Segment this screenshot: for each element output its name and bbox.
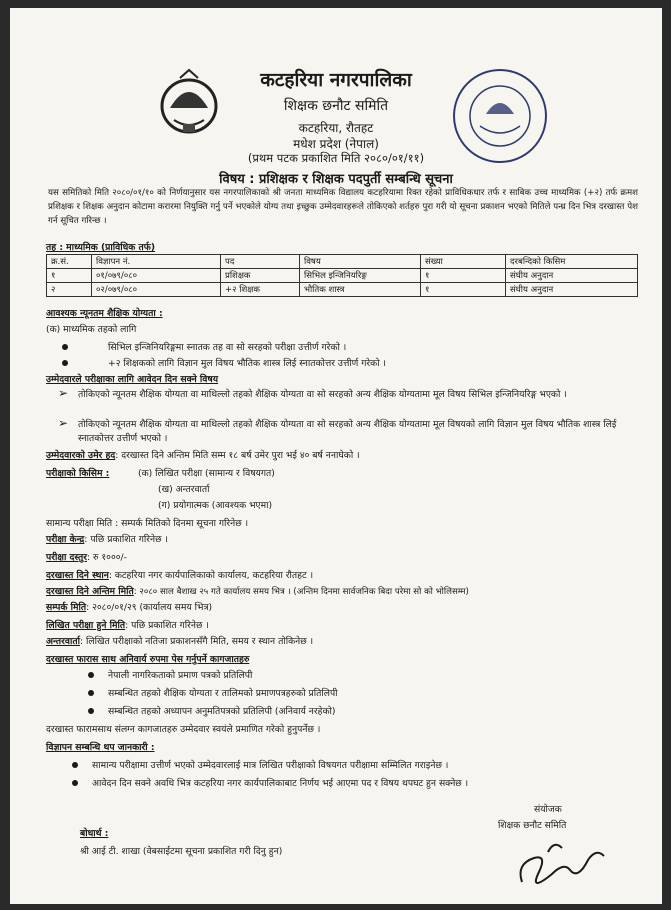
contact-date-line <box>46 600 212 613</box>
cc-text: श्री आई टी. शाखा (वेबसाईटमा सूचना प्रकाशित गरी दिनु हुन) <box>80 846 283 857</box>
bullet-icon <box>88 672 94 678</box>
table-header-row <box>47 255 638 269</box>
documents-note: दरखास्त फारामसाथ संलग्न कागजातहरु उम्मेदवार स्वयंले प्रमाणित गरेको हुनुपर्नेछ । <box>46 724 321 735</box>
contact-date-label: सम्पर्क मिति <box>46 602 87 613</box>
contact-date-text: : २०८०/०१/२९ (कार्यालय समय भित्र) <box>86 602 213 613</box>
table-cell: +२ शिक्षक <box>221 283 300 297</box>
apply-place-text: : कटहरिया नगर कार्यपालिकाको कार्यालय, कटहरिया रौतहट । <box>108 570 314 581</box>
table-row <box>47 283 638 297</box>
exam-type-label: परीक्षाको किसिम : <box>46 468 110 479</box>
exam-center-text: : पछि प्रकाशित गरिनेछ । <box>84 534 168 545</box>
age-label: उम्मेदवारको उमेर हद <box>46 450 116 461</box>
exam-fee-text: : रु १०००/- <box>86 552 127 563</box>
bullet-icon <box>88 708 94 714</box>
intro-paragraph: यस समितिको मिति २०८०/०१/१० को निर्णयानुसार यस नगरपालिकाको श्री जनता माध्यमिक विद्यालय कटहरियामा रिक्त रहेको प्राविधिकधार तर्फ र साबिक उच्च माध्यमिक (+२) तर्फ क्रमश प्रशिक्षक र शिक्षक अनुदान कोटामा करारमा नियुक्ति गर्नु पर्ने भएकोले योग्य तथा इच्छुक उम्मेदवारहरूले तोकिएको शर्तहरु पुरा गरी यो सूचना प्रकाशन भएको मितिले पन्ध्र दिन भित्र दरखास्त पेश गर्न सूचित गरिन्छ । <box>48 188 638 226</box>
apply-place-label: दरखास्त दिने स्थान <box>46 570 109 581</box>
committee-name: शिक्षक छनौट समिति <box>283 98 389 114</box>
general-exam-line: सामान्य परीक्षा मिति : सम्पर्क मितिको दिनमा सूचना गरिनेछ । <box>46 518 249 529</box>
list-item: सिभिल इन्जिनियरिङ्गमा स्नातक तह वा सो सरहको परीक्षा उत्तीर्ण गरेको । <box>108 342 347 353</box>
bullet-icon <box>88 690 94 696</box>
bullet-icon <box>62 360 68 366</box>
table-cell: १ <box>421 269 506 283</box>
bullet-icon <box>72 762 78 768</box>
exam-fee-line <box>46 550 127 563</box>
written-date-text: : पछि प्रकाशित गरिनेछ । <box>125 620 209 631</box>
list-item: नेपाली नागरिकताको प्रमाण पत्रको प्रतिलिपी <box>108 670 253 681</box>
arrow-bullet-icon: ➢ <box>58 386 69 400</box>
list-item: सम्बन्धित तहको शैक्षिक योग्यता र तालिमको प्रमाणपत्रहरुको प्रतिलिपी <box>108 688 338 699</box>
eligibility-heading: उम्मेदवारले परीक्षाका लागि आवेदन दिन सक्ने विषय <box>46 374 219 385</box>
list-item: आवेदन दिन सक्ने अवधि भित्र कटहरिया नगर कार्यपालिकाबाट निर्णय भई आएमा पद र विषय थपघट हुन सक्नेछ । <box>92 778 469 789</box>
list-item: तोकिएको न्यूनतम शैक्षिक योग्यता वा माथिल्लो तहको शैक्षिक योग्यता वा सो सरहको अन्य शैक्षिक योग्यतामा मूल विषय सिभिल इन्जिनियरिङ्ग भएको । <box>78 389 567 400</box>
exam-type-b: (ख) अन्तरवार्ता <box>158 484 210 495</box>
notice-subject: विषय : प्रशिक्षक र शिक्षक पदपुर्ती सम्बन्धि सूचना <box>219 172 453 187</box>
table-cell: ०२/०७९/०८० <box>92 283 221 297</box>
signatory-role: संयोजक <box>534 804 562 815</box>
table-cell: २ <box>47 283 92 297</box>
written-date-line <box>46 618 209 631</box>
table-cell: संघीय अनुदान <box>506 283 638 297</box>
table-header: विज्ञापन नं. <box>92 255 221 269</box>
last-date-line <box>46 584 469 597</box>
table-cell: १ <box>421 283 506 297</box>
list-item: तोकिएको न्यूनतम शैक्षिक योग्यता वा माथिल्लो तहको शैक्षिक योग्यता वा सो सरहको अन्य शैक्षिक योग्यतामा मूल विषयको लागि विज्ञान मुल विषय भौतिक शास्त्र लिई स्नातकोत्तर उत्तीर्ण भएको । <box>78 419 617 444</box>
table-header: संख्या <box>421 255 506 269</box>
exam-fee-label: परीक्षा दस्तुर <box>46 552 87 563</box>
municipality-title: कटहरिया नगरपालिका <box>260 69 412 91</box>
interview-line <box>46 634 313 647</box>
level-label: तह : माध्यमिक (प्राविधिक तर्फ) <box>46 242 156 253</box>
table-header: क्र.सं. <box>47 255 92 269</box>
vacancy-table <box>46 254 638 297</box>
table-header: दरबन्दिको किसिम <box>506 255 638 269</box>
list-item: सम्बन्धित तहको अध्यापन अनुमतिपत्रको प्रतिलिपी (अनिवार्य नरहेको) <box>108 706 336 717</box>
publish-date: (प्रथम पटक प्रकाशित मिति २०८०/०१/११) <box>247 151 425 165</box>
table-cell: भौतिक शास्त्र <box>300 283 421 297</box>
table-header: विषय <box>300 255 421 269</box>
table-cell: ०१/०७९/०८० <box>92 269 221 283</box>
more-info-heading: विज्ञापन सम्बन्धि थप जानकारी : <box>46 742 155 753</box>
last-date-label: दरखास्त दिने अन्तिम मिति <box>46 586 134 597</box>
province-name: मधेश प्रदेश (नेपाल) <box>293 137 379 151</box>
last-date-text: : २०८० साल बैशाख २५ गते कार्यालय समय भित्र । (अन्तिम दिनमा सार्वजनिक बिदा परेमा सो को भोलिसम्म) <box>133 587 469 597</box>
table-header: पद <box>221 255 300 269</box>
arrow-bullet-icon: ➢ <box>58 416 69 430</box>
cc-label: बोधार्थ : <box>80 828 109 839</box>
exam-center-line <box>46 532 168 545</box>
interview-label: अन्तरवार्ता <box>46 636 80 647</box>
qualification-heading: आवश्यक न्यूनतम शैक्षिक योग्यता : <box>46 308 163 319</box>
interview-text: : लिखित परीक्षाको नतिजा प्रकाशनसँगै मिति, समय र स्थान तोकिनेछ । <box>79 636 314 647</box>
age-line <box>46 448 360 461</box>
table-cell: १ <box>47 269 92 283</box>
list-item: सामान्य परीक्षामा उत्तीर्ण भएको उम्मेदवारलाई मात्र लिखित परीक्षाको विषयगत परीक्षामा सम्मिलित गराइनेछ । <box>92 760 449 771</box>
list-item: +२ शिक्षकको लागि विज्ञान मुल विषय भौतिक शास्त्र लिई स्नातकोत्तर उत्तीर्ण गरेको । <box>108 358 387 369</box>
exam-type-a: (क) लिखित परीक्षा (सामान्य र विषयगत) <box>138 468 275 479</box>
bullet-icon <box>62 344 68 350</box>
apply-place-line <box>46 568 313 581</box>
table-cell: संघीय अनुदान <box>506 269 638 283</box>
table-cell: प्रशिक्षक <box>221 269 300 283</box>
age-text: : दरखास्त दिने अन्तिम मिति सम्म १८ बर्ष उमेर पुरा भई ४० बर्ष ननाघेको । <box>115 450 360 461</box>
table-row <box>47 269 638 283</box>
signature-icon <box>508 834 618 898</box>
bullet-icon <box>72 780 78 786</box>
exam-type-c: (ग) प्रयोगात्मक (आवश्यक भएमा) <box>158 500 273 511</box>
signatory-committee: शिक्षक छनौट समिति <box>498 820 567 831</box>
documents-heading: दरखास्त फारास साथ अनिवार्य रुपमा पेस गर्नुपर्ने कागजातहरु <box>46 654 250 665</box>
qualification-sub: (क) माध्यमिक तहको लागि <box>46 324 137 335</box>
notice-page <box>10 8 662 904</box>
written-date-label: लिखित परीक्षा हुने मिति <box>46 620 126 631</box>
exam-center-label: परीक्षा केन्द्र <box>46 534 85 545</box>
place-name: कटहरिया, रौतहट <box>298 121 374 135</box>
table-cell: सिभिल इन्जिनियरिङ्ग <box>300 269 421 283</box>
